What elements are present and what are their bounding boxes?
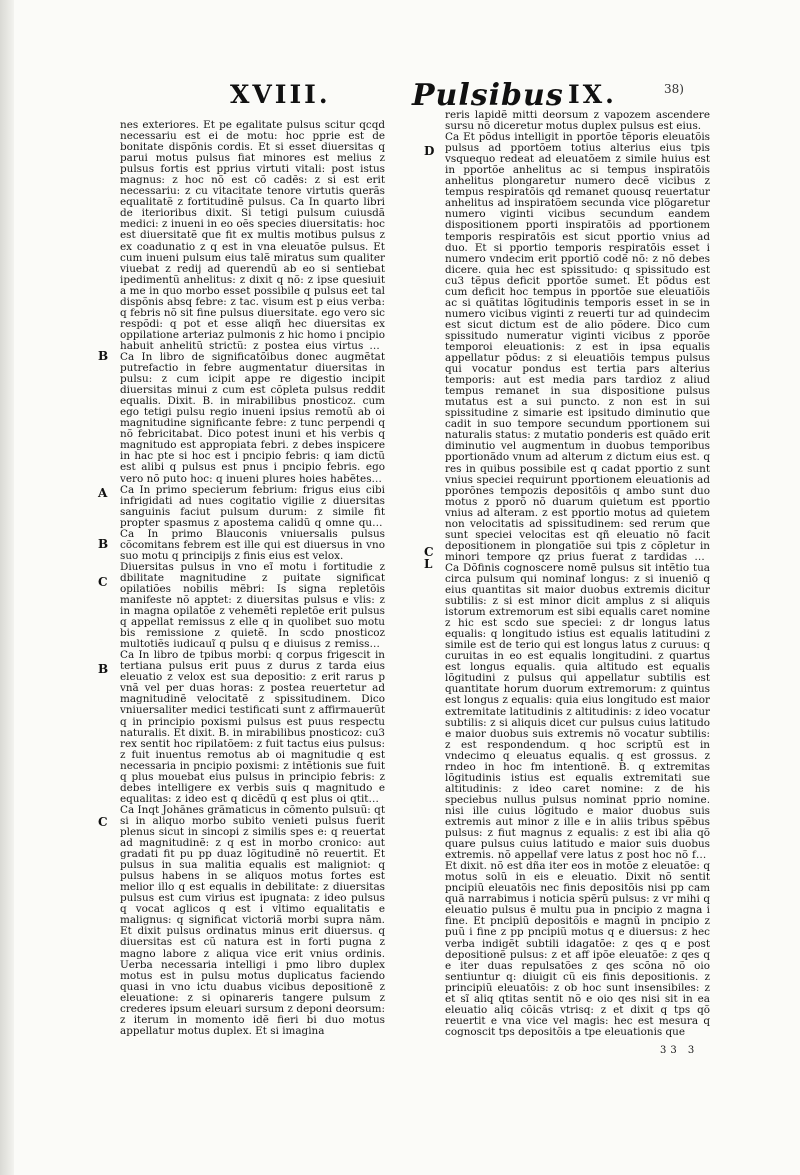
running-head-left: XVIII. [230,80,331,109]
marginal-letter: C [424,545,434,559]
paragraph: nes exteriores. Et pe egalitate pulsus scitur qcqd necessariu est ei de motu: hoc pprie est de bonitate dispõnis cordis. Et si esset diuersitas q parui motus pulsus fiat minores est melius z pulsus fortis est pprius virtuti vitali: post istus magnus: z hoc nõ est cõ cadẽs: z si est erit necessariu: z cu vitacitate tenore virtutis querãs equalitatẽ z fortitudinẽ pulsus. Ca In quarto libri de iterioribus dixit. Si tetigi pulsum cuiusdã medici: z inueni in eo oẽs species diuersitatis: hoc est diuersitatẽ que fit ex multis motibus pulsus z ex coadunatio z q est in vna eleuatõe pulsus. Et cum inueni pulsum eius talẽ miratus sum qualiter viuebat z redij ad querendũ ab eo si sentiebat ipedimentũ anhelitus: z dixit q nõ: z ipse quesiuit a me in quo morbo esset possibile q pulsus eet tal dispõnis absq febre: z tac. visum est p eius verba: q febris nõ sit fine pulsus diuersitate. ego vero sic respõdi: q pot et esse aliqñ hec diuersitas ex oppilatione arteriaz pulmonis z hic homo i pncipio habuit anhelitũ strictũ: z postea eius virtus est [120,120,385,352]
text-column-left [120,120,385,1037]
paragraph: Ca Dõfinis cognoscere nomẽ pulsus sit intẽtio tua circa pulsum qui nominaf longus: z si inueniõ q eius quantitas sit maior duobus extremis dicitur subtilis: z si est minor dicit amplus z si aliquis istorum extremorum est sibi equalis caret nomine z hic est scdo sue speciei: z dr longus latus equalis: q longitudo istius est equalis latitudini z simile est de terio qui est longus latus z curuus: q curuitas in eo est equalis longitudini. z quartus est longus equalis. quia altitudo est equalis lõgitudini z pulsus qui appellatur subtilis est quantitate horum duorum extremorum: z quintus est longus z equalis: quia eius longitudo est maior extremitate latitudinis z altitudinis: z ideo vocatur subtilis: z si aliquis dicet cur pulsus cuius latitudo e maior duobus suis extremis nõ vocatur subtilis: z est respondendum. q hoc scriptũ est in vndecimo q eleuatus equalis. q est grossus. z rndeo in hoc fm intentionẽ. B. q extremitas lõgitudinis istius est equalis extremitati sue altitudinis: z ideo caret nomine: z de his speciebus nullus pulsus nominat pprio nomine. nisi ille cuius lõgitudo e maior duobus suis extremis aut minor z ille e in aliis tribus spẽbus pulsus: z fiut magnus z equalis: z est ibi alia qõ quare pulsus cuius latitudo e maior suis duobus extremis. nõ appellaf vere latus z post hoc nõ fuit [445,562,710,862]
page-binding-edge [0,0,14,1175]
marginal-letter: B [98,537,109,551]
paragraph: Ca Et põdus intelligit in pportõe tẽporis eleuatõis pulsus ad pportõem totius alterius eius tpis vsquequo redeat ad eleuatõem z simile huius est in pportõe anhelitus ac si tempus inspiratõis anhelitus plongaretur numero decẽ vicibus z tempus respiratõis qd remanet quousq reuertatur anhelitus ad inspiratõem secunda vice plõgaretur numero viginti vicibus secundum eandem dispositionem pporti inspiratõis ad pportionem temporis respiratõis est sicut pportio vnius ad duo. Et si pportio temporis respiratõis esset i numero vndecim erit pportiõ codẽ nõ: z nõ debes dicere. quia hec est spissitudo: q spissitudo est cu3 tẽpus deficit pportõe sumet. Et põdus est cum deficit hoc tempus in pportõe sue eleuatiõis ac si quãtitas lõgitudinis temporis esset in se in numero vicibus viginti z reuerti tur ad quindecim est sicut dictum est de alio põdere. Dico cum spissitudo numeratur viginti vicibus z pporõe temporoi eleuationis: z est in ipsa equalis appellatur põdus: z si eleuatiõis tempus pulsus qui vocatur pondus est tertia pars alterius temporis: aut est media pars tardioz z aliud tempus remanet in sua dispositione pulsus mutatus est a sui puncto. z non est in sui spissitudine z simarie est ipsitudo diminutio que cadit in suo tempore secundum pportionem sui naturalis status: z mutatio ponderis est quãdo erit diminutio vel augmentum in duobus temporibus pportionãdo vnum ad alterum z dictum eius est. q res in quibus possibile est q cadat pportio z sunt vnius speciei requirunt pportionem eleuationis ad pporõnes tempozis depositõis q ambo sunt duo motus z pporõ nõ duarum quietum est pportio vnius ad alteram. z est pportio motus ad quietem non velocitatis ad spissitudinem: sed rerum que sunt speciei velocitas est qñ eleuatio nõ facit depositionem in plongatiõe sui tpis z cõpletur in minori tempore qz prius fuerat z tardidas est [445,132,710,563]
paragraph: Ca In libro de significatõibus donec augmẽtat putrefactio in febre augmentatur diuersitas in pulsu: z cum icipit appe re digestio incipit diuersitas minui z cum est cõpleta pulsus reddit equalis. Dixit. B. in mirabilibus pnosticoz. cum ego tetigi pulsu regio inueni ipsius remotũ ab oi magnitudine significante febre: z tunc perpendi q nõ febricitabat. Dico potest inuni et his verbis q magnitudo est appropiata febri. z debes inspicere in hac pte si hoc est i pncipio febris: q iam dictũ est alibi q pulsus est pnus i pncipio febris. ego vero nõ puto hoc: q inueni plures hoies habẽtes in [120,351,385,485]
folio-number: 38) [664,82,684,96]
marginal-letter: B [98,662,109,676]
running-head-title: Pulsibus [412,78,564,113]
paragraph: Ca In primo Blauconis vniuersalis pulsus cõcomitans febrem est ille qui est diuersus in vno suo motu q principijs z finis eius est velox. [120,528,385,562]
marginal-letter: C [98,575,108,589]
marginal-letter: B [98,349,109,363]
paragraph: reris lapidẽ mitti deorsum z vapozem ascendere sursu nõ diceretur motus duplex pulsus est eius. [445,110,710,133]
text-column-right [445,110,710,1038]
marginal-letter: D [424,144,435,158]
paragraph: Et dixit. nõ est dña iter eos in motõe z eleuatõe: q motus solũ in eis e eleuatio. Dixit nõ sentit pncipiũ eleuatõis nec finis depositõis nisi pp cam quã narrabimus i noticia spẽrũ pulsus: z vr mihi q eleuatio pulsus ẽ multu pua in pncipio z magna i fine. Et pncipiũ depositõis e magnũ in pncipio z puũ i fine z pp pncipiũ motus q e diuersus: z hec verba indigẽt subtili idagatõe: z qes q e post depositionẽ pulsus: z et aff ipõe eleuatõe: z qes q e iter duas repulsatões z qes scõna nõ oio sentiuntur q: diuigit cũ eis finis depositionis. z principiũ eleuatõis: z ob hoc sunt insensibiles: z et sĩ aliq qtitas sentit nõ e oio qes nisi sit in ea eleuatio aliq cõicãs vtrisq: z et dixit q tps qõ reuertit e vna vice vel magis: hec est mesura q cognoscit tps depositõis a tpe eleuationis que [445,861,710,1038]
signature-mark: 33 3 [660,1045,699,1056]
marginal-letter: A [98,486,108,500]
paragraph: Diuersitas pulsus in vno eĩ motu i fortitudie z dbilitate magnitudine z puitate significat opilatiões nobilis mẽbri: Is signa repletõis manifeste nõ apptet: z diuersitas pulsus e vlis: z in magna opilatõe z vehemẽti repletõe erit pulsus q appellat remissus z elle q in quolibet suo motu bis remissione z quietẽ. In scdo pnosticoz multotiẽs iudicauĩ q pulsu q e diuisus z remissus: [120,561,385,651]
paragraph: Ca In primo specierum febrium: frigus eius cibi infrigidati ad nues cogitatio vigilie z diuersitas sanguinis faciut pulsum durum: z simile fit propter spasmus z apostema calidũ q omne quod [120,484,385,529]
marginal-letter: L [424,557,433,571]
running-head-right: IX. [568,80,617,109]
paragraph: Ca Inqt Johãnes grãmaticus in cõmento pulsuũ: qt si in aliquo morbo subito venieti pulsus fuerit plenus sicut in sincopi z similis spes e: q reuertat ad magnitudinẽ: z q est in morbo cronico: aut gradati fit pu pp duaz lõgitudinẽ nõ reuertit. Et pulsus in sua malitia equalis est maligniot: q pulsus habens in se aliquos motus fortes est melior illo q est equalis in debilitate: z diuersitas pulsus est cum virius est ipugnata: z ideo pulsus q vocat aglicos q est i vltimo equalitatis e malignus: q significat victoriã morbi supra nãm. Et dixit pulsus ordinatus minus erit diuersus. q diuersitas est cũ natura est in forti pugna z magno labore z aliqua vice erit vnius ordinis. Uerba necessaria intelligi i pmo libro duplex motus est in pulsu motus duplicatus faciendo quasi in vno ictu duabus vicibus depositionẽ z eleuatione: z si opinareris tangere pulsum z crederes ipsum eleuari sursum z deponi deorsum: z iterum in momento idẽ fieri bi duo motus appellatur motus duplex. Et si imagina [120,804,385,1037]
paragraph: Ca In libro de tpibus morbi: q corpus frigescit in tertiana pulsus erit puus z durus z tarda eius eleuatio z velox est sua depositio: z erit rarus p vnã vel per duas horas: z postea reuertetur ad magnitudinẽ velocitatẽ z spissitudinem. Dico vniuersaliter medici testificati sunt z affirmauerũt q in principio poxismi pulsus est puus respectu naturalis. Et dixit. B. in mirabilibus pnosticoz: cu3 rex sentit hoc ripilatõem: z fuit tactus eius pulsus: z fuit inuentus remotus ab oi magnitudie q est necessaria in pncipio poxismi: z intẽtionis sue fuit q plus mouebat eius pulsus in principio febris: z debes intelligere ex verbis suis q magnitudo e equalitas: z ideo est q dicẽdũ q est plus oi qtitate [120,650,385,805]
marginal-letter: C [98,815,108,829]
